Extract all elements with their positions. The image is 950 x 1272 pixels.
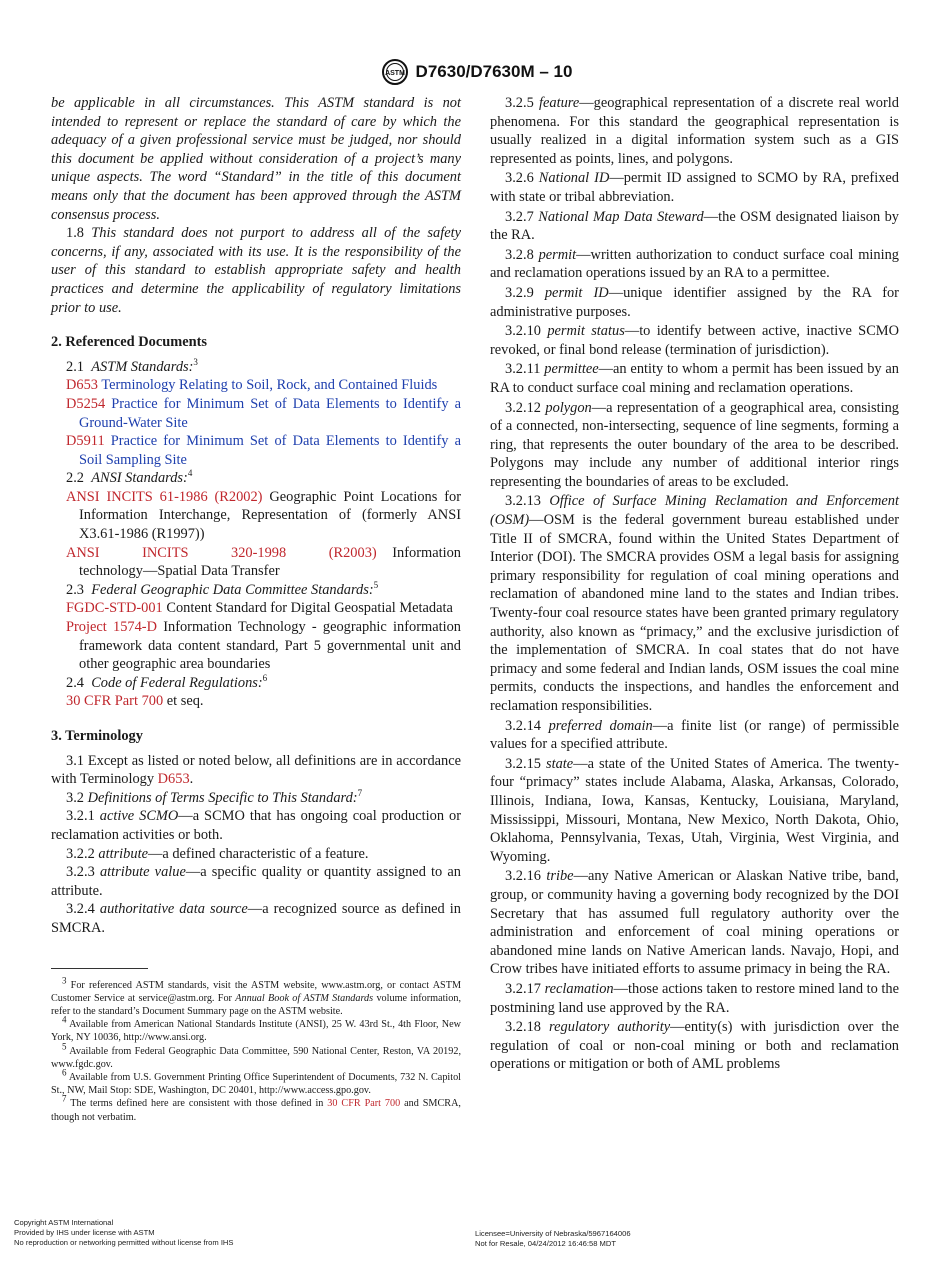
defined-term: permit [538, 246, 577, 263]
definition-text: —a SCMO that has ongoing coal production or reclamation activities or both. [51, 808, 461, 843]
clause-number: 3.2.3 [66, 864, 95, 881]
ref-title: Information technology—Spatial Data Transfer [79, 544, 461, 580]
definition-text: —those actions taken to restore mined land to the postmining land use approved by the RA. [490, 980, 899, 1016]
ref-30-cfr [51, 692, 461, 711]
definition-text: —unique identifier assigned by the RA for administrative purposes. [490, 284, 899, 320]
defined-term: permit status [547, 323, 625, 340]
footnote-7 [51, 1093, 461, 1123]
footer-line: No reproduction or networking permitted without license from IHS [14, 1237, 234, 1247]
footnote-number: 3 [62, 975, 67, 986]
clause-number: 3.2.15 [505, 755, 541, 772]
definition-3-2-12 [490, 399, 899, 492]
ref-code-link[interactable]: ANSI INCITS 61-1986 (R2002) [66, 488, 263, 505]
footnote-text: and SMCRA, though not verbatim. [51, 1098, 461, 1123]
clause-number: 2.1 [66, 358, 84, 375]
clause-number: 3.2.2 [66, 845, 95, 862]
footnote-text: Available from U.S. Government Printing Office Superintendent of Documents, 732 N. Capitol St., NW, Mail Stop: SDE, Washington, DC 20401, http://www.access.gpo.gov. [51, 1071, 462, 1097]
defined-term: reclamation [544, 980, 614, 997]
footer-license [475, 1229, 631, 1249]
subsection-title: ANSI Standards: [91, 470, 188, 487]
clause-text: This standard does not purport to address all of the safety concerns, if any, associated with its use. It is the responsibility of the user of this standard to establish appropriate safety and health practices and determine the applicability of regulatory limitations prior to use. [51, 225, 461, 316]
footer-line: Copyright ASTM International [14, 1218, 114, 1227]
ref-code-link[interactable]: D5254 [66, 395, 106, 412]
definition-text: —geographical representation of a discrete real world phenomena. For this standard the geographical representation is usually realized in a digital information system such as a GIS represented as points, lines, and polygons. [490, 95, 899, 167]
footnote-text: Available from American National Standards Institute (ANSI), 25 W. 43rd St., 4th Floor, New York, NY 10036, http://www.ansi.org. [51, 1019, 462, 1044]
clause-3-1 [51, 752, 461, 789]
definition-3-2-5 [490, 94, 899, 168]
definition-3-2-14 [490, 717, 899, 754]
clause-number: 3.2.17 [505, 980, 541, 997]
definition-3-2-15 [490, 755, 899, 867]
ref-project-1574 [51, 618, 461, 674]
ref-d653 [51, 376, 461, 395]
defined-term: attribute [98, 845, 148, 862]
clause-number: 3.2.6 [505, 170, 534, 187]
footnote-text: For referenced ASTM standards, visit the ASTM website, www.astm.org, or contact ASTM Customer Service at service@astm.org. For [51, 979, 461, 1004]
left-column [51, 94, 461, 1124]
ref-d5911 [51, 432, 461, 469]
clause-number: 3.2.12 [505, 399, 541, 416]
footnote-3 [51, 975, 461, 1019]
ref-code-link[interactable]: ANSI INCITS 320-1998 (R2003) [66, 544, 377, 561]
clause-number: 3.2.5 [505, 95, 534, 111]
definition-3-2-10 [490, 322, 899, 359]
clause-number: 3.2.1 [66, 808, 95, 825]
clause-number: 3.2.16 [505, 868, 541, 885]
ref-code-link[interactable]: D5911 [66, 433, 105, 450]
clause-text: 3.1 Except as listed or noted below, all definitions are in accordance with Terminology [51, 752, 461, 788]
clause-number: 3.2.7 [505, 208, 534, 225]
definition-text: —to identify between active, inactive SCMO revoked, or final bond release (termination of jurisdiction). [490, 323, 899, 358]
clause-number: 3.2.11 [505, 361, 541, 378]
definition-3-2-16 [490, 867, 899, 979]
ref-title-link[interactable]: Practice for Minimum Set of Data Elements to Identify a Ground-Water Site [79, 395, 461, 431]
footnote-number: 6 [62, 1067, 67, 1078]
clause-number: 3.2.4 [66, 901, 95, 918]
definition-text: —a finite list (or range) of permissible values for a specified attribute. [490, 717, 899, 753]
clause-number: 3.2.10 [505, 323, 541, 340]
definition-3-2-7 [490, 208, 899, 245]
definition-text: —entity(s) with jurisdiction over the regulation of coal or non-coal mining or both and reclamation operations or mitigation or both of AML problems [490, 1019, 899, 1073]
section-2-heading: 2. Referenced Documents [51, 334, 207, 351]
footnote-ref: 4 [187, 468, 193, 479]
footnote-5 [51, 1041, 461, 1071]
definition-text: —a representation of a geographical area, consisting of a connected, non-intersecting, sequence of line segments, forming a ring, that represents the outer boundary of the area to be described. Polygons may include any number of additional interior rings representing the boundaries of areas to be excluded. [490, 399, 899, 490]
footer-line: Provided by IHS under license with ASTM [14, 1227, 155, 1237]
footnote-6 [51, 1067, 462, 1097]
definition-text: —a defined characteristic of a feature. [147, 845, 369, 862]
footnote-ref: 3 [193, 356, 198, 367]
definition-text: —the OSM designated liaison by the RA. [490, 208, 899, 244]
clause-number: 3.2.14 [505, 717, 541, 734]
clause-number: 3.2.13 [505, 493, 541, 510]
definition-text: —OSM is the federal government bureau established under Title II of SMCRA, found within the United States Department of Interior (DOI). The SMCRA provides OSM a legal basis for assigning primary responsibility for regulation of coal mining operations and reclamation of abandoned mine land to the states and Indian tribes. Twenty-four coal resource states have been granted primary regulatory authority, also known as “primacy,” and the exclusive jurisdiction of the implementation of SMCRA. In coal states that do not have primacy and some federal and Indian lands, OSM issues the coal mine permits, conducts the inspections, and handles the enforcement and reclamation responsibilities. [490, 512, 899, 714]
subsection-2-4 [51, 674, 461, 693]
subsection-title: ASTM Standards: [91, 358, 194, 375]
definition-text: —a specific quality or quantity assigned to an attribute. [51, 864, 461, 899]
clause-number: 3.2.9 [505, 284, 534, 301]
definition-3-2-4 [51, 900, 461, 937]
scope-intro: be applicable in all circumstances. This ASTM standard is not intended to represent or replace the standard of care by which the adequacy of a given professional service must be judged, nor should this document be applied without consideration of a project’s many unique aspects. The word “Standard” in the title of this document means only that the document has been approved through the ASTM consensus process. [51, 95, 461, 223]
ref-title: et seq. [166, 693, 204, 710]
defined-term: polygon [545, 399, 592, 416]
footnote-ref: 7 [357, 787, 363, 798]
definition-text: —permit ID assigned to SCMO by RA, prefixed with state or tribal abbreviation. [490, 170, 899, 205]
clause-number: 2.2 [66, 470, 84, 487]
clause-number: 3.2.8 [505, 246, 534, 263]
ref-title-link[interactable]: Practice for Minimum Set of Data Elements to Identify a Soil Sampling Site [79, 433, 462, 468]
footnote-ref: 6 [262, 673, 268, 684]
ref-code-link[interactable]: FGDC-STD-001 [66, 600, 163, 617]
ref-code-link[interactable]: D653 [66, 377, 98, 394]
defined-term: National ID [538, 170, 610, 187]
footnote-number: 5 [62, 1041, 67, 1052]
defined-term: authoritative data source [99, 901, 248, 918]
defined-term: permittee [544, 361, 599, 378]
clause-number: 2.3 [66, 581, 84, 598]
defined-term: tribe [546, 868, 574, 885]
ref-ansi-320 [51, 544, 461, 581]
defined-term: active SCMO [99, 808, 179, 825]
footer-line: Not for Resale, 04/24/2012 16:46:58 MDT [475, 1238, 616, 1248]
defined-term: state [546, 755, 574, 772]
defined-term: preferred domain [548, 717, 653, 734]
clause-number: 2.4 [66, 674, 84, 691]
ref-d5254 [51, 395, 461, 432]
ref-title: Content Standard for Digital Geospatial Metadata [166, 600, 453, 617]
definition-text: —a state of the United States of America. The twenty-four “primacy” states include Alabama, Alaska, Arkansas, Colorado, Illinois, Indiana, Iowa, Kansas, Kentucky, Louisiana, Maryland, Mississippi, Missouri, Montana, New Mexico, North Dakota, Ohio, Oklahoma, Pennsylvania, Texas, Utah, Virginia, West Virginia, and Wyoming. [490, 755, 899, 865]
definition-3-2-11 [490, 360, 899, 397]
ref-title: Geographic Point Locations for Information Interchange, Representation of (formerly ANSI X3.61-1986 (R1997)) [79, 488, 461, 543]
definition-text: —an entity to whom a permit has been issued by an RA to conduct surface coal mining and reclamation operations. [490, 361, 899, 396]
subsection-2-1 [51, 358, 461, 377]
ref-ansi-61 [51, 488, 461, 544]
definition-text: —any Native American or Alaskan Native tribe, band, group, or community having a governing body recognized by the DOI Secretary that has assumed full regulatory authority over the administration and enforcement of coal mining operations or abandoned mine lands on Native American lands. Navajo, Hopi, and Crow tribes have initiated efforts to assume primacy in being the RA. [490, 868, 899, 978]
ref-code-link[interactable]: Project 1574-D [66, 619, 157, 636]
definition-3-2-13 [490, 492, 899, 715]
logo-text: ASTM [384, 70, 405, 77]
defined-term: feature [539, 95, 580, 111]
subsection-title: Code of Federal Regulations: [91, 674, 263, 691]
right-column [490, 94, 899, 1074]
subsection-2-3 [51, 581, 461, 600]
clause-number: 3.2 [66, 789, 84, 806]
defined-term: National Map Data Steward [538, 208, 704, 225]
definition-text: —written authorization to conduct surface coal mining and reclamation operations issued by an RA to a permittee. [490, 246, 899, 282]
footer-line: Licensee=University of Nebraska/5967164006 [475, 1229, 631, 1238]
ref-fgdc [51, 599, 461, 618]
defined-term: attribute value [99, 864, 186, 881]
footnote-text: volume information, refer to the standard’s Document Summary page on the ASTM website. [51, 992, 461, 1017]
footnote-ref: 5 [373, 580, 379, 591]
page-header [0, 58, 950, 86]
clause-title: Definitions of Terms Specific to This Standard: [87, 789, 358, 806]
subsection-2-2 [51, 469, 461, 488]
definition-3-2-3 [51, 863, 461, 900]
definition-3-2-18 [490, 1018, 899, 1074]
ref-title: Information Technology - geographic information framework data content standard, Part 5 governmental unit and other geographic area boundaries [79, 619, 461, 673]
definition-3-2-6 [490, 169, 899, 206]
clause-number: 1.8 [66, 225, 84, 242]
definition-3-2-2 [51, 845, 461, 864]
definition-3-2-8 [490, 246, 899, 283]
clause-number: 3.2.18 [505, 1019, 541, 1036]
definition-text: —a recognized source as defined in SMCRA. [51, 901, 461, 936]
d653-link[interactable]: D653 [157, 771, 190, 788]
defined-term: regulatory authority [549, 1019, 671, 1036]
defined-term: Office of Surface Mining Reclamation and Enforcement (OSM) [490, 493, 899, 529]
cfr-link[interactable]: 30 CFR Part 700 [327, 1098, 401, 1110]
ref-code-link[interactable]: 30 CFR Part 700 [66, 693, 164, 710]
footnote-text: Annual Book of ASTM Standards [235, 992, 374, 1004]
footnote-number: 4 [62, 1014, 67, 1025]
footnote-text: Available from Federal Geographic Data Committee, 590 National Center, Reston, VA 20192, www.fgdc.gov. [51, 1045, 461, 1070]
footnote-4 [51, 1014, 462, 1044]
standard-designation: D7630/D7630M – 10 [415, 62, 573, 81]
ref-title-link[interactable]: Terminology Relating to Soil, Rock, and Contained Fluids [101, 377, 438, 394]
footnote-divider [51, 968, 148, 969]
defined-term: permit ID [544, 284, 609, 301]
scope-1-8 [51, 224, 461, 317]
footer-copyright [14, 1218, 233, 1247]
footnote-text: The terms defined here are consistent with those defined in [70, 1098, 328, 1110]
clause-text: . [189, 771, 194, 788]
astm-logo-icon [378, 58, 412, 86]
subsection-title: Federal Geographic Data Committee Standards: [91, 581, 374, 598]
definition-3-2-9 [490, 284, 899, 321]
clause-3-2 [51, 789, 461, 808]
definition-3-2-17 [490, 980, 899, 1017]
section-3-heading: 3. Terminology [51, 728, 143, 744]
definition-3-2-1 [51, 807, 461, 844]
footnote-number: 7 [62, 1093, 67, 1104]
